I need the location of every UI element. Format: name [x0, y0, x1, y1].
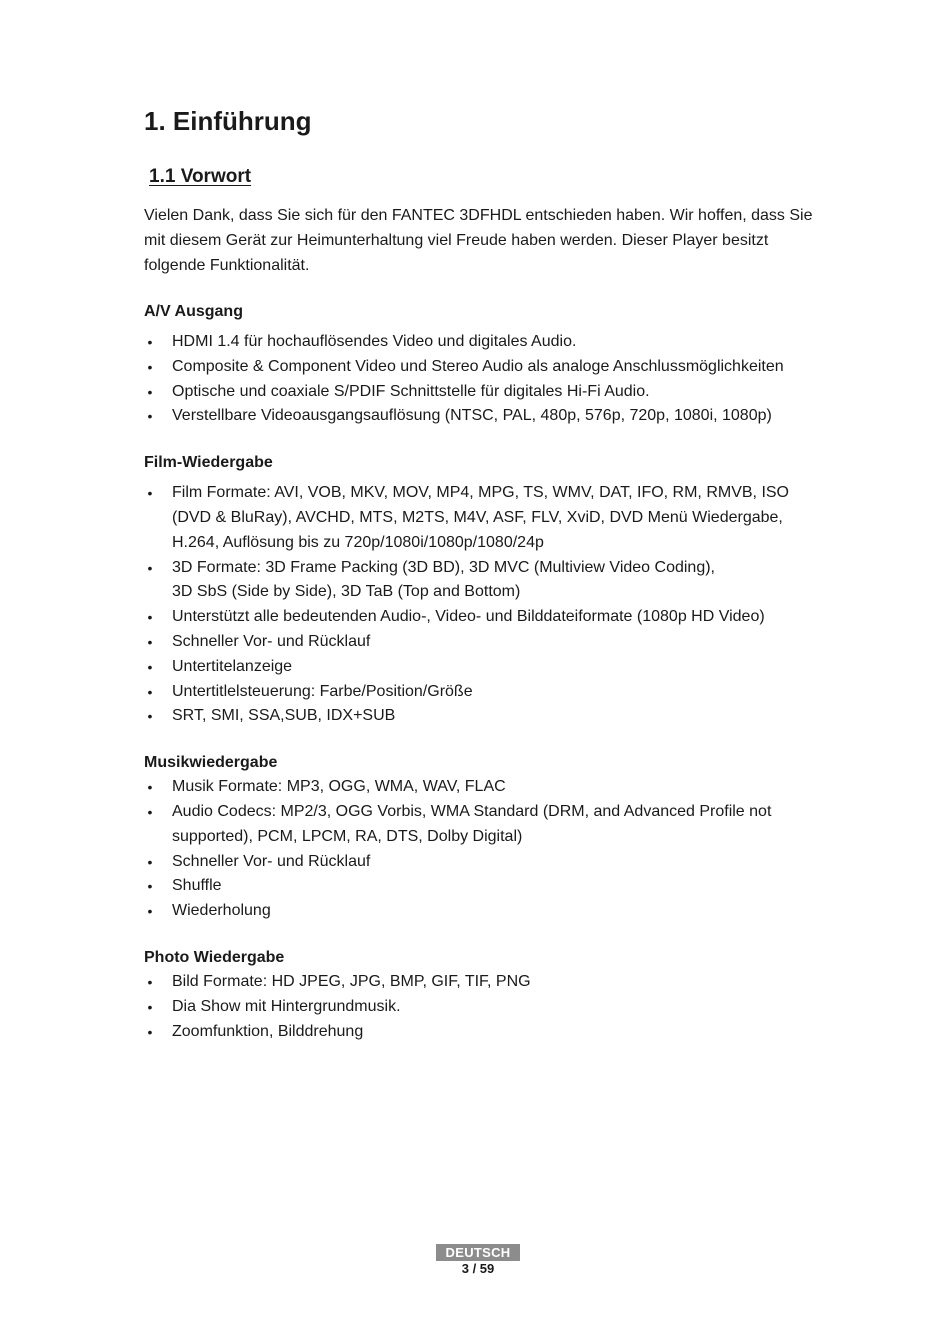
- list-item: [144, 556, 824, 606]
- list-item-text: Untertitlelsteuerung: Farbe/Position/Größe: [172, 682, 473, 700]
- list-item: [144, 481, 824, 555]
- bullet-icon: •: [147, 334, 153, 350]
- list-item: [144, 704, 824, 729]
- list-item-text: Schneller Vor- und Rücklauf: [172, 632, 371, 650]
- bullet-icon: •: [147, 559, 153, 576]
- list-item-text: Schneller Vor- und Rücklauf: [172, 852, 371, 870]
- page-number: 3 / 59: [461, 1261, 495, 1276]
- list-item: [144, 995, 824, 1020]
- list-item: [144, 380, 824, 405]
- list-item: [144, 630, 824, 655]
- bullet-icon: •: [147, 358, 153, 375]
- list-item: [144, 605, 824, 630]
- list-item-text: Verstellbare Videoausgangsauflösung (NTSC, PAL, 480p, 576p, 720p, 1080i, 1080p): [172, 407, 772, 425]
- section-heading: A/V Ausgang: [144, 303, 243, 320]
- bullet-icon: •: [147, 878, 153, 895]
- bullet-icon: •: [147, 658, 153, 675]
- bullet-icon: •: [147, 853, 153, 870]
- list-item: [144, 655, 824, 680]
- list-item-text: Dia Show mit Hintergrundmusik.: [172, 997, 401, 1015]
- list-item: [144, 680, 824, 705]
- bullet-icon: •: [147, 633, 153, 650]
- list-item: [144, 404, 824, 429]
- bullet-list: [144, 481, 824, 729]
- section-heading: Photo Wiedergabe: [144, 948, 285, 966]
- list-item-text: 3D Formate: 3D Frame Packing (3D BD), 3D MVC (Multiview Video Coding), 3D SbS (Side by Side), 3D TaB (Top and Bottom): [172, 558, 715, 601]
- list-item-text: SRT, SMI, SSA,SUB, IDX+SUB: [172, 707, 396, 725]
- bullet-icon: •: [147, 683, 153, 700]
- bullet-icon: •: [147, 998, 153, 1015]
- bullet-list: [144, 330, 824, 429]
- bullet-icon: •: [147, 408, 153, 425]
- list-item: [144, 850, 824, 875]
- list-item-text: Film Formate: AVI, VOB, MKV, MOV, MP4, MPG, TS, WMV, DAT, IFO, RM, RMVB, ISO (DVD & BluRay), AVCHD, MTS, M2TS, M4V, ASF, FLV, XviD, DVD Menü Wiedergabe, H.264, Auflösung bis zu 720p/1080i/1080p/1080/24p: [172, 484, 789, 551]
- bullet-icon: •: [147, 779, 153, 796]
- list-item-text: Wiederholung: [172, 902, 271, 920]
- bullet-icon: •: [147, 383, 153, 400]
- page-footer: [436, 1244, 520, 1277]
- bullet-icon: •: [147, 609, 153, 626]
- list-item-text: Audio Codecs: MP2/3, OGG Vorbis, WMA Standard (DRM, and Advanced Profile not supported), PCM, LPCM, RA, DTS, Dolby Digital): [172, 802, 772, 845]
- intro-paragraph: Vielen Dank, dass Sie sich für den FANTEC 3DFHDL entschieden haben. Wir hoffen, dass Sie mit diesem Gerät zur Heimunterhaltung viel Freude haben werden. Dieser Player besitzt folgende Funktionalität.: [144, 207, 813, 274]
- bullet-list: [144, 970, 824, 1044]
- bullet-icon: •: [147, 708, 153, 725]
- bullet-icon: •: [147, 803, 153, 820]
- section-photo-playback: [144, 945, 824, 1044]
- section-music-playback: [144, 750, 824, 924]
- feature-sections: [144, 299, 824, 1065]
- section-av-output: [144, 299, 824, 429]
- list-item-text: HDMI 1.4 für hochauflösendes Video und digitales Audio.: [172, 333, 577, 350]
- bullet-icon: •: [147, 1023, 153, 1040]
- list-item-text: Untertitelanzeige: [172, 657, 293, 675]
- list-item-text: Optische und coaxiale S/PDIF Schnittstelle für digitales Hi-Fi Audio.: [172, 382, 650, 400]
- section-video-playback: [144, 450, 824, 729]
- section-heading: Musikwiedergabe: [144, 754, 278, 772]
- list-item: [144, 330, 824, 355]
- list-item-text: Bild Formate: HD JPEG, JPG, BMP, GIF, TIF, PNG: [172, 972, 531, 990]
- list-item: [144, 355, 824, 380]
- language-badge: DEUTSCH: [436, 1244, 520, 1261]
- list-item: [144, 800, 824, 850]
- bullet-icon: •: [147, 485, 153, 502]
- list-item-text: Zoomfunktion, Bilddrehung: [172, 1022, 364, 1040]
- section-subtitle: 1.1 Vorwort: [149, 166, 252, 187]
- bullet-list: [144, 775, 824, 924]
- section-heading: Film-Wiedergabe: [144, 454, 273, 472]
- list-item: [144, 970, 824, 995]
- list-item-text: Musik Formate: MP3, OGG, WMA, WAV, FLAC: [172, 778, 506, 796]
- page-title: 1. Einführung: [144, 106, 312, 136]
- bullet-icon: •: [147, 973, 153, 990]
- list-item: [144, 775, 824, 800]
- bullet-icon: •: [147, 903, 153, 920]
- list-item-text: Unterstützt alle bedeutenden Audio-, Video- und Bilddateiformate (1080p HD Video): [172, 608, 765, 626]
- list-item-text: Shuffle: [172, 877, 222, 895]
- list-item: [144, 874, 824, 899]
- list-item: [144, 1020, 824, 1045]
- list-item: [144, 899, 824, 924]
- list-item-text: Composite & Component Video und Stereo Audio als analoge Anschlussmöglichkeiten: [172, 357, 784, 375]
